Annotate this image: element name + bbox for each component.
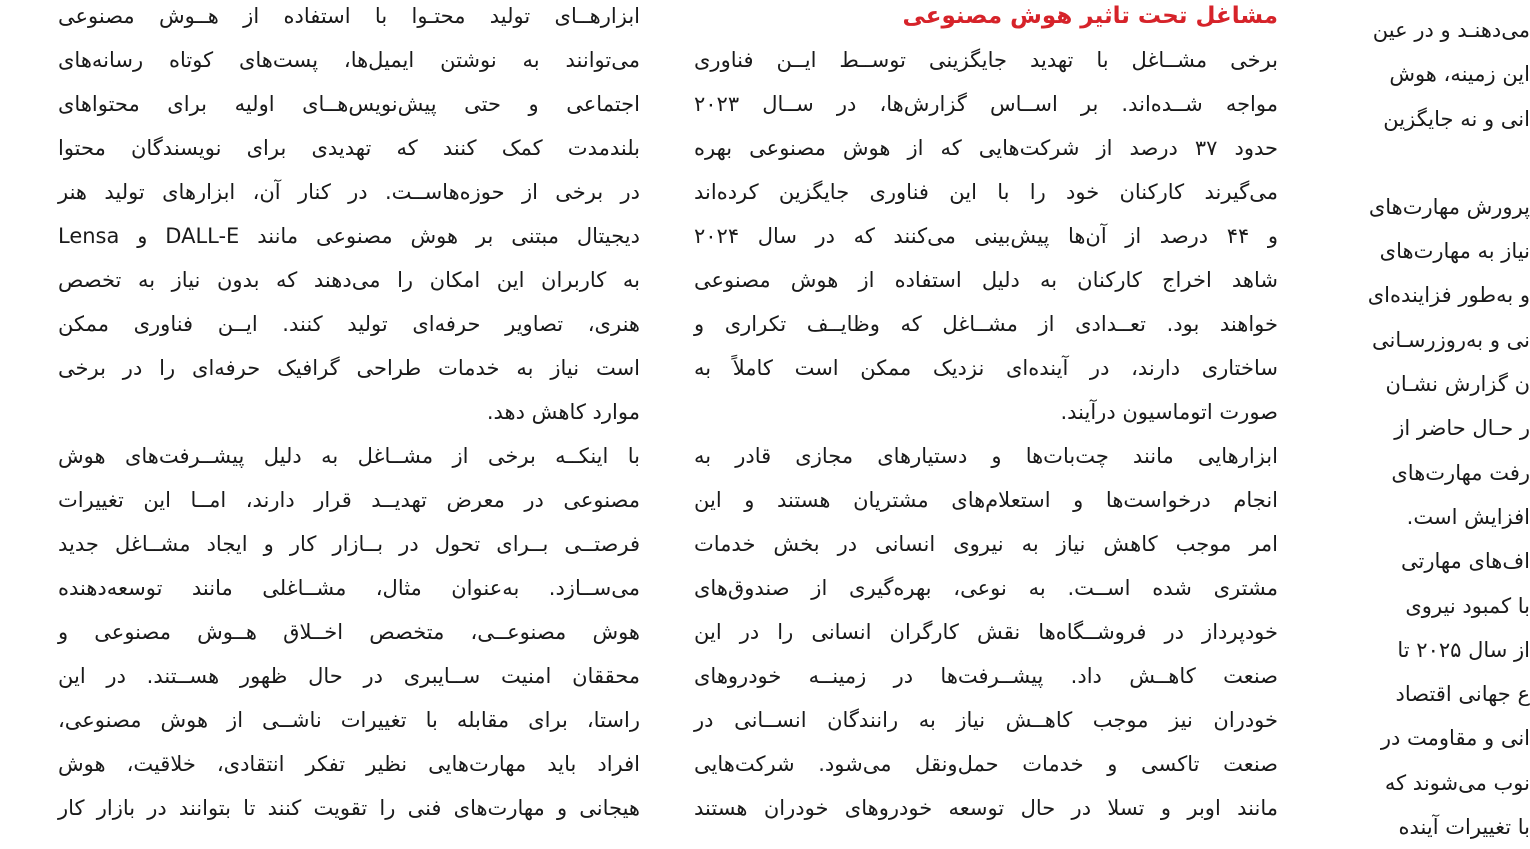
text-line: برخی مشــاغل با تهدید جایگزینی توســط ایــن فناوری <box>694 48 1278 72</box>
text-line: این زمینه، هوش <box>1389 62 1530 87</box>
text-line: راستا، برای مقابله با تغییرات ناشــی از هوش مصنوعی، <box>58 708 640 732</box>
text-line: به کاربران این امکان را می‌دهند که بدون نیاز به تخصص <box>58 268 640 292</box>
text-line: از سال ۲۰۲۵ تا <box>1397 637 1530 662</box>
text-line: افزایش است. <box>1406 504 1530 529</box>
text-line: مصنوعی در معرض تهدیــد قرار دارند، امــا این تغییرات <box>58 488 640 512</box>
article-column-left <box>58 0 640 830</box>
text-line: و ۴۴ درصد از آن‌ها پیش‌بینی می‌کنند که در سال ۲۰۲۴ <box>694 224 1278 248</box>
text-line: محققان امنیت ســایبری در حال ظهور هســتند. در این <box>58 664 640 688</box>
text-line: خواهند بود. تعــدادی از مشــاغل که وظایــف تکراری و <box>694 312 1278 336</box>
paragraph-gap <box>1330 141 1530 185</box>
text-line: است نیاز به خدمات طراحی گرافیک حرفه‌ای را در برخی <box>58 356 640 380</box>
text-line: حدود ۳۷ درصد از شرکت‌هایی که از هوش مصنوعی بهره <box>694 136 1278 160</box>
text-line: امر موجب کاهش نیاز به نیروی انسانی در بخش خدمات <box>694 532 1278 556</box>
text-line: مشتری شده اســت. به نوعی، بهره‌گیری از صندوق‌های <box>694 576 1278 600</box>
text-line: خودپرداز در فروشــگاه‌ها نقش کارگران انسانی را در این <box>694 620 1278 644</box>
text-line: افراد باید مهارت‌هایی نظیر تفکر انتقادی، خلاقیت، هوش <box>58 752 640 776</box>
text-line: انی و مقاومت در <box>1380 726 1530 751</box>
text-line: ر حـال حاضر از <box>1394 416 1530 441</box>
article-column-right-cropped <box>1330 8 1530 849</box>
text-line: صورت اتوماسیون درآیند. <box>1060 400 1278 424</box>
text-line: پرورش مهارت‌های <box>1368 194 1530 219</box>
text-line: اف‌های مهارتی <box>1400 549 1530 574</box>
text-line: اجتماعی و حتی پیش‌نویس‌هــای اولیه برای محتواهای <box>58 92 640 116</box>
text-line: صنعت تاکسی و خدمات حمل‌ونقل می‌شود. شرکت‌هایی <box>694 752 1278 776</box>
article-column-middle <box>694 0 1278 830</box>
text-line: هوش مصنوعــی، متخصص اخــلاق هــوش مصنوعی و <box>58 620 640 644</box>
text-line: می‌ســازد. به‌عنوان مثال، مشــاغلی مانند توسعه‌دهنده <box>58 576 640 600</box>
text-line: نوب می‌شوند که <box>1384 770 1530 795</box>
text-line: می‌دهنـد و در عین <box>1372 18 1530 42</box>
text-line: نیاز به مهارت‌های <box>1379 239 1530 264</box>
text-line: ساختاری دارند، در آینده‌ای نزدیک ممکن است کاملاً به <box>694 356 1278 380</box>
text-line: ابزارهــای تولید محتـوا با استفاده از هــوش مصنوعی <box>58 4 640 28</box>
text-line: شاهد اخراج کارکنان به دلیل استفاده از هوش مصنوعی <box>694 268 1278 292</box>
text-line: با اینکــه برخی از مشــاغل به دلیل پیشــرفت‌های هوش <box>58 444 640 468</box>
text-line: هیجانی و مهارت‌های فنی را تقویت کنند تا بتوانند در بازار کار <box>58 796 640 820</box>
text-line: انی و نه جایگزین <box>1383 106 1530 131</box>
text-line: ابزارهایی مانند چت‌بات‌ها و دستیارهای مجازی قادر به <box>694 444 1278 468</box>
text-line: در برخی از حوزه‌هاســت. در کنار آن، ابزارهای تولید هنر <box>58 180 640 204</box>
text-line: رفت مهارت‌های <box>1391 460 1530 485</box>
text-line: دیجیتال مبتنی بر هوش مصنوعی مانند DALL-E و Lensa <box>58 224 640 248</box>
text-line: ن گزارش نشـان <box>1385 372 1530 397</box>
text-line: با کمبود نیروی <box>1405 593 1530 618</box>
text-line: با تغییرات آینده <box>1398 815 1530 840</box>
text-line: می‌گیرند کارکنان خود را با این فناوری جایگزین کرده‌اند <box>694 180 1278 204</box>
text-line: هنری، تصاویر حرفه‌ای تولید کنند. ایــن فناوری ممکن <box>58 312 640 336</box>
text-line: فرصتــی بــرای تحول در بــازار کار و ایجاد مشــاغل جدید <box>58 532 640 556</box>
text-line: بلندمدت کمک کنند که تهدیدی برای نویسندگان محتوا <box>58 136 640 160</box>
text-line: می‌توانند به نوشتن ایمیل‌ها، پست‌های کوتاه رسانه‌های <box>58 48 640 72</box>
text-line: و به‌طور فزاینده‌ای <box>1367 283 1530 308</box>
text-line: ع جهانی اقتصاد <box>1395 682 1530 707</box>
text-line: صنعت کاهــش داد. پیشــرفت‌ها در زمینــه خودروهای <box>694 664 1278 688</box>
text-line: انجام درخواست‌ها و استعلام‌های مشتریان هستند و این <box>694 488 1278 512</box>
text-line: موارد کاهش دهد. <box>486 400 640 424</box>
section-heading: مشاغل تحت تاثیر هوش مصنوعی <box>902 3 1278 29</box>
text-line: مواجه شــده‌اند. بر اســاس گزارش‌ها، در ســال ۲۰۲۳ <box>694 92 1278 116</box>
text-line: نی و به‌روزرسـانی <box>1371 327 1530 352</box>
text-line: خودران نیز موجب کاهــش نیاز به رانندگان انســانی در <box>694 708 1278 732</box>
text-line: مانند اوبر و تسلا در حال توسعه خودروهای خودران هستند <box>694 796 1278 820</box>
